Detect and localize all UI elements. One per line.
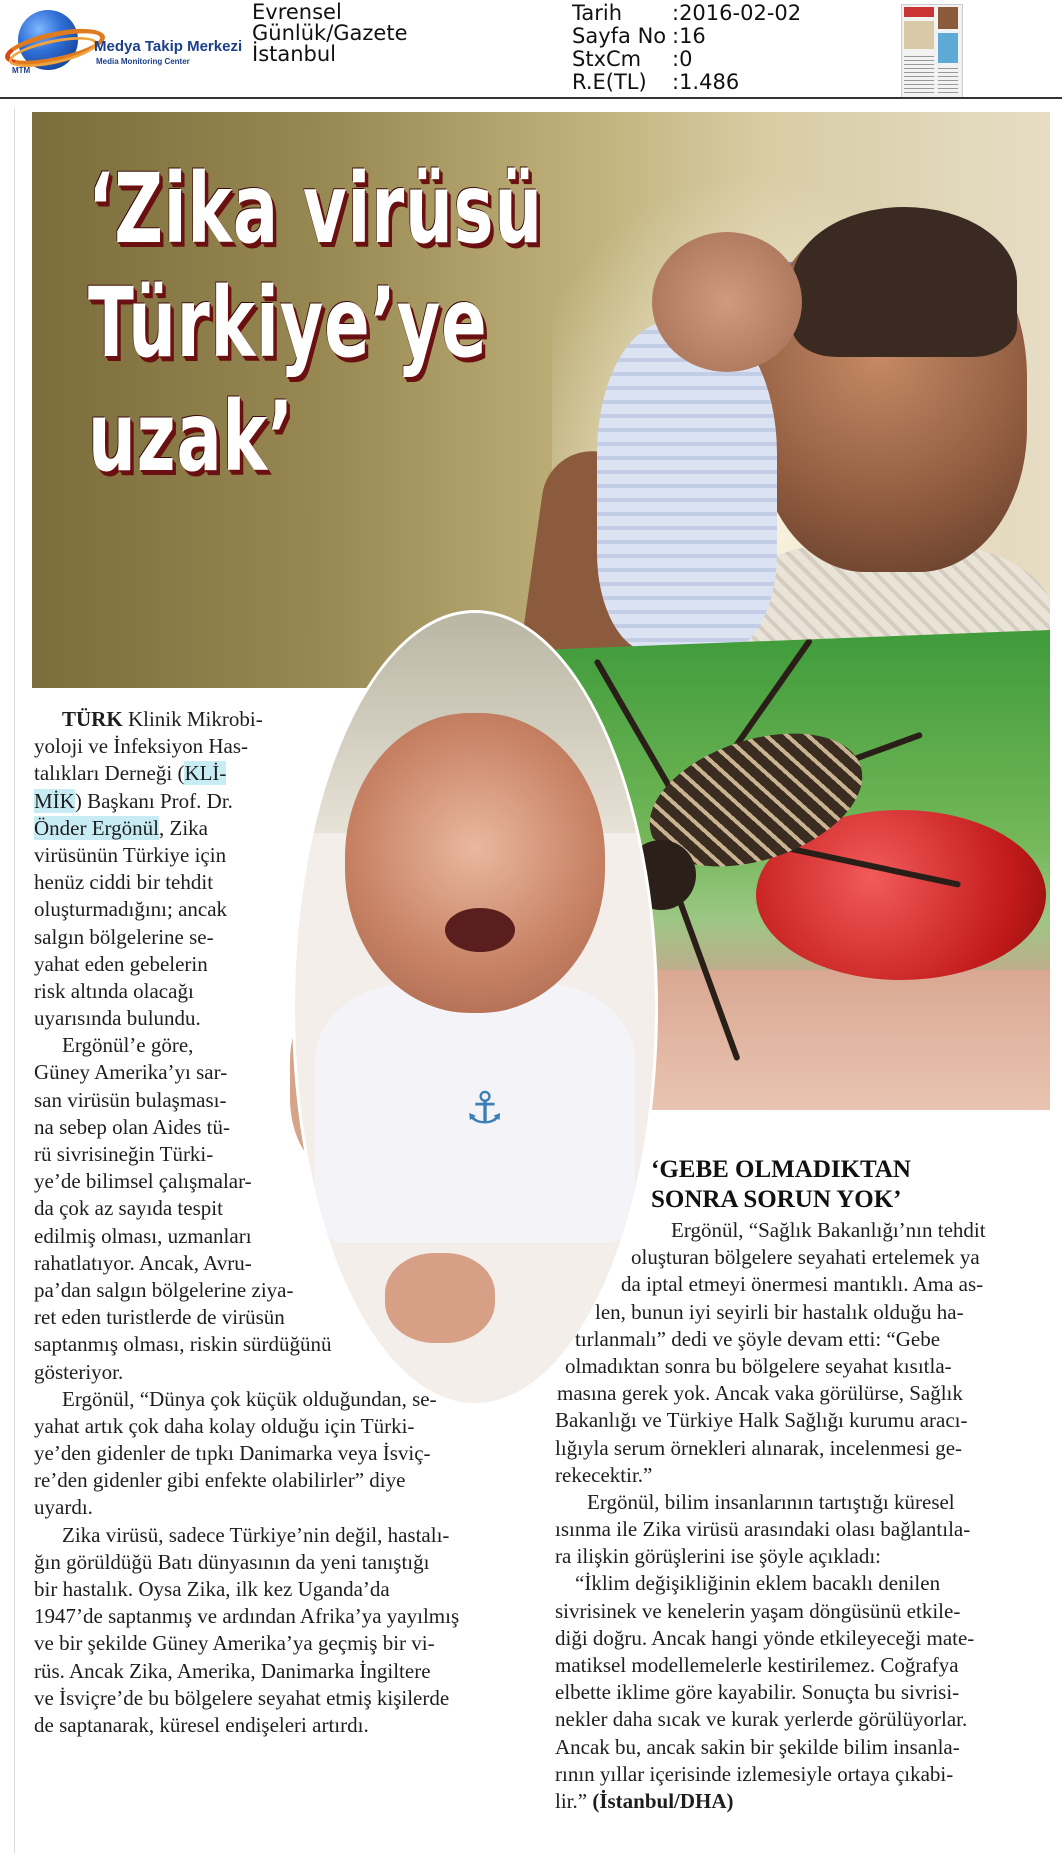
article-line: Bakanlığı ve Türkiye Halk Sağlığı kurumu aracı- bbox=[555, 1408, 968, 1433]
article-line: ye’den gidenler de tıpkı Danimarka veya İsviç- bbox=[34, 1441, 431, 1466]
clipping-meta bbox=[572, 2, 801, 94]
article-line: rekecektir.” bbox=[555, 1462, 653, 1487]
source-info bbox=[252, 2, 408, 65]
article-line: na sebep olan Aides tü- bbox=[34, 1114, 230, 1139]
highlighted-term: KLİ- bbox=[184, 761, 227, 786]
article-line: da iptal etmeyi önermesi mantıklı. Ama as- bbox=[621, 1272, 984, 1297]
article-line: rü sivrisineğin Türki- bbox=[34, 1142, 214, 1166]
hero-photo bbox=[32, 112, 1050, 688]
article-line: sivrisinek ve kenelerin yaşam döngüsünü etkile- bbox=[555, 1598, 961, 1623]
article-line: TÜRK Klinik Mikrobi- bbox=[62, 707, 263, 731]
article-line: salgın bölgelerine se- bbox=[34, 924, 214, 949]
article-line: ra ilişkin görüşlerini ise şöyle açıkladı: bbox=[555, 1544, 882, 1569]
article-line: de saptanarak, küresel endişeleri artırdı. bbox=[34, 1712, 369, 1737]
article-line: bir hastalık. Oysa Zika, ilk kez Uganda’da bbox=[34, 1577, 390, 1601]
highlighted-term: Önder Ergönül bbox=[34, 815, 160, 840]
publication-name: Evrensel bbox=[252, 0, 342, 24]
article-line: matiksel modellemelerle kestirilemez. Coğrafya bbox=[555, 1653, 959, 1677]
article-line: elbette iklime göre kayabilir. Sonuçta bu sivrisi- bbox=[555, 1680, 960, 1705]
article-line: diği doğru. Ancak hangi yönde etkileyeceği mate- bbox=[555, 1625, 975, 1650]
article-line: len, bunun iyi seyirli bir hastalık olduğu ha- bbox=[595, 1299, 964, 1324]
article-line: ğın görüldüğü Batı dünyasının da yeni tanıştığı bbox=[34, 1549, 430, 1574]
article-line: rının yıllar içerisinde izlemesiyle ortaya çıkabi- bbox=[555, 1761, 954, 1786]
article-line: rahatlatıyor. Ancak, Avru- bbox=[34, 1250, 252, 1275]
meta-row: StxCm :0 bbox=[572, 47, 693, 71]
page-thumbnail[interactable] bbox=[901, 4, 963, 98]
article-column-left bbox=[34, 706, 534, 1739]
publication-type: Günlük/Gazete bbox=[252, 21, 408, 45]
article-line: Ergönül, “Dünya çok küçük olduğundan, se- bbox=[62, 1386, 437, 1411]
article-line: ve bir şekilde Güney Amerika’ya geçmiş bir vi- bbox=[34, 1631, 435, 1656]
article-line: risk altında olacağı bbox=[34, 978, 194, 1003]
meta-row: R.E(TL) :1.486 bbox=[572, 70, 740, 94]
article-column-right bbox=[555, 1156, 1055, 1815]
article-line: yahat eden gebelerin bbox=[34, 951, 208, 976]
article-line: ye’de bilimsel çalışmalar- bbox=[34, 1169, 252, 1194]
article-line: san virüsün bulaşması- bbox=[34, 1087, 227, 1112]
article-line: uyarısında bulundu. bbox=[34, 1006, 201, 1031]
publication-city: İstanbul bbox=[252, 42, 337, 66]
baby-figure bbox=[597, 322, 777, 652]
article-line: oluşturan bölgelere seyahati ertelemek ya bbox=[631, 1245, 980, 1270]
article-line: lığıyla serum örnekleri alınarak, incelenmesi ge- bbox=[555, 1435, 963, 1460]
article-line: Ergönül’e göre, bbox=[62, 1033, 194, 1058]
article-line: rüs. Ancak Zika, Amerika, Danimarka İngiltere bbox=[34, 1658, 431, 1683]
mtm-logo bbox=[4, 6, 254, 78]
article-line: tırlanmalı” dedi ve şöyle devam etti: “Gebe bbox=[575, 1326, 941, 1351]
highlighted-term: MİK bbox=[34, 788, 75, 813]
clipping-header bbox=[0, 0, 1062, 98]
article-line: ret eden turistlerde de virüsün bbox=[34, 1305, 285, 1330]
article-line: yahat artık çok daha kolay olduğu için Türki- bbox=[34, 1413, 415, 1438]
article-line: olmadıktan sonra bu bölgelere seyahat kısıtla- bbox=[565, 1353, 952, 1378]
article-line: talıkları Derneği (KLİ- bbox=[34, 761, 227, 786]
article-line: yoloji ve İnfeksiyon Has- bbox=[34, 734, 249, 759]
article-line: saptanmış olması, riskin sürdüğünü bbox=[34, 1332, 332, 1357]
article-line: lir.” (İstanbul/DHA) bbox=[555, 1788, 734, 1813]
meta-row: Sayfa No :16 bbox=[572, 24, 706, 48]
article-line: ısınma ile Zika virüsü arasındaki olası bağlantıla- bbox=[555, 1517, 971, 1542]
article-line: nekler daha sıcak ve kurak yerlerde görülüyorlar. bbox=[555, 1707, 968, 1732]
article-line: 1947’de saptanmış ve ardından Afrika’ya yayılmış bbox=[34, 1604, 460, 1629]
article-line: henüz ciddi bir tehdit bbox=[34, 870, 214, 895]
logo-subtitle: Media Monitoring Center bbox=[96, 57, 190, 66]
article-line: edilmiş olması, uzmanları bbox=[34, 1223, 252, 1248]
meta-row: Tarih :2016-02-02 bbox=[572, 1, 802, 25]
article-line: “İklim değişikliğinin eklem bacaklı denilen bbox=[575, 1571, 941, 1596]
article-line: Zika virüsü, sadece Türkiye’nin değil, hastalı- bbox=[62, 1522, 450, 1547]
article-line: oluşturmadığını; ancak bbox=[34, 897, 228, 922]
article-line: pa’dan salgın bölgelerine ziya- bbox=[34, 1277, 294, 1302]
article-line: virüsünün Türkiye için bbox=[34, 842, 227, 867]
article-line: uyardı. bbox=[34, 1495, 93, 1520]
article-line: masına gerek yok. Ancak vaka görülürse, Sağlık bbox=[557, 1381, 963, 1406]
logo-name: Medya Takip Merkezi bbox=[94, 38, 243, 55]
headline: ‘Zika virüsü Türkiye’ye uzak’ bbox=[88, 153, 543, 493]
article-line: Ergönül, “Sağlık Bakanlığı’nın tehdit bbox=[671, 1218, 986, 1242]
article-line: Önder Ergönül, Zika bbox=[34, 815, 208, 840]
article-line: MİK) Başkanı Prof. Dr. bbox=[34, 788, 233, 813]
logo-short: MTM bbox=[12, 66, 31, 75]
article-line: da çok az sayıda tespit bbox=[34, 1196, 223, 1221]
article-line: Ergönül, bilim insanlarının tartıştığı küresel bbox=[587, 1489, 955, 1514]
header-divider bbox=[0, 97, 1062, 99]
source-credit: (İstanbul/DHA) bbox=[587, 1788, 734, 1813]
subhead: ‘GEBE OLMADIKTAN SONRA SORUN YOK’ bbox=[651, 1156, 911, 1213]
article-line: gösteriyor. bbox=[34, 1359, 124, 1384]
article-line: re’den gidenler gibi enfekte olabilirler” diye bbox=[34, 1468, 406, 1493]
anchor-icon: ⚓ bbox=[465, 1083, 505, 1134]
article-line: Ancak bu, ancak sakin bir şekilde bilim insanla- bbox=[555, 1734, 960, 1759]
article-line: ve İsviçre’de bu bölgelere seyahat etmiş kişilerde bbox=[34, 1685, 450, 1710]
article-line: Güney Amerika’yı sar- bbox=[34, 1060, 228, 1085]
